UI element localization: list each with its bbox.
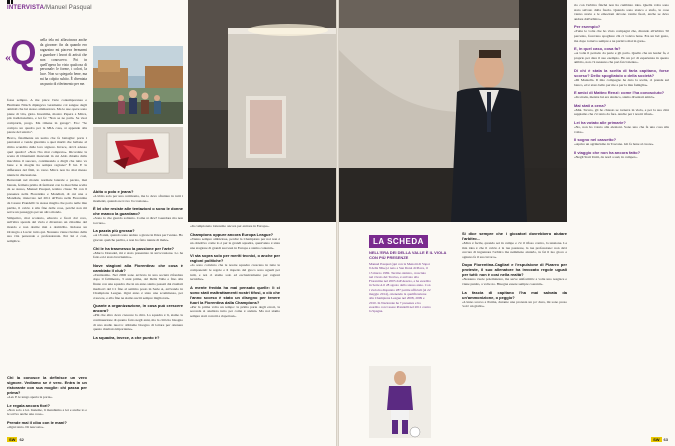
right-column-last	[574, 3, 669, 438]
paragraph: fosse sempre. A me piace l'arte contemporanea e Hermann Nitsch dipingeva veramente col sangue degli animali che lui stesso ammazzava. Ma le sue opere sono piene di vita, gioia. Insomma, mostro Papera a Mirca, più tradizionalista, e lei fa: "Non se ne parla. Se vuoi comprarla, prego. Ma rimane in garage". Ero: "Se compro un quadro per la MIA casa, si appende alla parete del salotto".	[7, 98, 87, 135]
gallery-interior-illustration	[188, 0, 336, 222]
section-label: INTERVISTA	[7, 5, 45, 11]
left-folio	[7, 437, 24, 442]
ponte-vecchio-photo	[93, 46, 183, 124]
artwork-illustration	[93, 127, 183, 179]
question: Abito o polo e jeans?	[93, 189, 134, 194]
answer: «Lei. E le tengo aperta la porta».	[7, 395, 53, 399]
answer: «Per la prima volta un tempo: la prima parte degli errori, la seconda si analizza tutto per come è andata. Ma noi siamo sempre stati corretti e rispettosi».	[190, 304, 280, 318]
question: A mente fredda ha mai pensato quelle: lì ci sono stati maltrattamenti nostri tifosi, o ciò che l'anno scorso è stato un disegno per tenere fuori la Fiorentina dalla Champions?	[190, 284, 280, 305]
scheda-subtitle: NELL'ERA DEI DELLA VALLE È IL VIOLA CON PIÙ PRESENZE	[369, 250, 447, 260]
paragraph: Bravo, finalmente un uomo che fa battaglia: porta i pantaloni e vende giustizia a quei mariti che ballano al ritmo scandito dalle loro signore. Invece, dov'è adesso quel quadro? «Non l'ho mai comprato». Ricordate la scena di Ornamenti mancanti in cui Aldo chiama dalla macchina il suocero, continuando a dirgli che tutto va bene e la moglie ha sempre ragione? È lui. E la differenza del film, io verso Mirca non ho mai messo niente in discussione.	[7, 135, 87, 177]
answer: «Non solo a lei. Insieme, li mandiamo a lei e anche io e le scrivo anche una cosa».	[7, 407, 87, 417]
answer: «Negli Stati Uniti, da nord a sud, in camper».	[574, 154, 638, 159]
interview-subject: Manuel Pasqual	[46, 5, 92, 11]
right-column-mid	[462, 228, 567, 438]
open-quote-mark: «	[5, 50, 11, 64]
player-kit-photo	[369, 366, 431, 438]
question: Dopo Fiorentina-Cagliari e l'espulsione di Pizarro per proteste, il suo allenatore ha invocato regole uguali per tutti: non è così nella realtà?	[462, 262, 567, 278]
column-2-qa	[93, 186, 183, 438]
page-number: 62	[19, 437, 24, 442]
magazine-badge: SW	[653, 437, 660, 442]
question: Chi la conosce la definisce un vero signore. Vediamo se è vero. Entra in un ristorante con sua moglie: chi passa per prima?	[7, 375, 87, 395]
question: E, in quel caso, cosa fa?	[574, 46, 621, 52]
scheda-heading: LA SCHEDA	[369, 235, 428, 248]
question: E amici di Matteo Renzi: come l'ha conosciuto?	[574, 90, 665, 96]
question: Nove stagioni alla Fiorentina: che cosa è cambiato il club?	[93, 262, 183, 273]
question: La squadra, invece, a che punto è?	[93, 334, 160, 340]
column-1-qa	[7, 372, 87, 438]
answer: «Più che altro deve crescere la città. La squadra è lì, siamo la continuazione di quanto fatto negli anni, ma la città ha bisogno di uno stadio nuovo: abbiamo bisogno di lottare per ottenere questo risultato importante».	[93, 313, 183, 332]
answer: «L'abito solo per una cerimonia, ma lo devo sfruttare in tutti i momenti, quando ne trovo l'occasione».	[93, 194, 183, 203]
magazine-logo-mark	[7, 0, 16, 4]
question: È lei che resiste alle tentazioni o sono le donne che manco la guardano?	[93, 206, 183, 217]
question: Di chi è stata la scelta di farla capitano, forse scorso? Dello spogliatoio o della società?	[574, 67, 669, 78]
question: La fascia di capitano l'ha mai salvata da un'ammonizione, o peggio?	[462, 289, 567, 300]
answer: «Ogni tanto. Di nascosto».	[7, 424, 45, 429]
question: Chi le ha trasmesso la passione per l'arte?	[93, 245, 174, 251]
question: La pazzia più grossa?	[93, 228, 135, 234]
answer: «Tantissimo. Nel 2006 sono arrivato in una società rifondata dopo il fallimento, 3 anni prima, dal Della Valle e fino alla finale con una squadra che in un anno siamo passati dai risultati mediocri del C1 fino al settimo posto in Serie A, arrivando in Champions League. Ogni anno è stato una scommessa, per crescere, e alla fine ne siamo usciti sempre migliorati».	[93, 272, 183, 300]
player-portrait-illustration	[339, 0, 567, 222]
page-number: 63	[663, 437, 668, 442]
question: Prende mai il cibo con le mani?	[7, 419, 67, 425]
answer: «Vanno sempre ambiziose, perché la Champions per noi non è un obiettivo come lo è per le grandi squadre, quest'anno è stata una stagione di grandi successi in Europa e siamo contenti».	[190, 236, 280, 250]
question: Champions oppure ancora Europa League?	[190, 231, 274, 237]
photo-illustration	[93, 46, 183, 124]
answer: «A volte il periodo da parte e gli parlo. Quello che un leader fa, è proprio per dare il suo esempio. Ho un po' di esperienza in questo ambito, non c'è nessuno che può farci niente».	[574, 51, 669, 65]
answer: «No, non ho votato alle elezioni. Sono uno che fa una cosa alla volta».	[574, 124, 669, 134]
question: Per esempio?	[574, 24, 601, 30]
question: Si dice sempre che i giocatori dovrebbero aiutare l'arbitro...	[462, 231, 567, 241]
drop-cap: Q	[10, 34, 37, 72]
answer: «Aprire un agriturismo in Toscana. Gli fa bene al cuore».	[574, 142, 655, 147]
question: Il viaggio che non ha ancora fatto?	[574, 149, 641, 155]
question: Il sogno nel cassetto?	[574, 137, 617, 143]
answer: «In campionato lotteremo ancora per entrare in Europa».	[190, 224, 270, 228]
paragraph: Simpatico, mai scontato, educato e fuori dal coro, sull'altra sponda del viola è diventato un cittadino del mondo e non dorme mai a domicilio. Indossa un Orologio a Lucia: tutto qui. Nessuno viene rivelato della sua vita personale e professionale. Per lui è così, semplice.	[7, 215, 87, 243]
answer: «Mica è facile, quando sei in campo e c'è il tifoso contro, la tensione. La mia idea è che il calcio è la tua passione, la tua professione: non devi cercare di ingannare l'arbitro ma nemmeno aiutarlo, tu fai il tuo gioco e ognuno fa il suo lavoro».	[462, 241, 567, 259]
right-page	[339, 0, 675, 446]
answer: «Marco Donadel, mi è stato presentato in un'occasione. Lo ha fatto ed è stato bravissimo».	[93, 250, 183, 260]
column-1-text	[7, 98, 87, 368]
scheda-text: Manuel Pasqual (qui con la Menotti di Vapor 9 della Nike) è nato a San Donà di Piave, il 13 marzo 1982. Terzino sinistro, cresciuto nel vivaio del Treviso, è arrivato alla Fiorentina nel 2005 dall'Arezzo, e ha esordito in Serie A il 28 agosto dello stesso anno. Con i viola ha disputato 287 partite ufficiali (al 22 maggio 2014), ottenendo la qualificazione alla Champions League nel 2008, 2009 e 2010. In Nazionale ha 7 presenze e ha esordito con Cesare Prandelli nel 2011 contro la Spagna.	[369, 262, 431, 314]
nitsch-artwork-photo	[93, 127, 183, 179]
answer: «Tutte le volte che ho visto compagni che, dicendo all'arbitro 50 percento, facevano spogliare chi ci voleva bene. Era un bel gesto, ma dopo tornavo sempre e ne parlavo mai in gara».	[574, 29, 669, 43]
answer: «Nessuno vuole polemizzare, ma serve uniformità: a volte uno reagisce e viene punito, a volte no. Bisogna essere sempre coerenti».	[462, 277, 567, 286]
paragraph: Benvenuti nel mondo normale laterale e pacato, mai banale, fermata prima di fermarsi con la macchina scelta da se stesso, Manuel Pasqual, terzino classe '82 con 6 presenze nella Fiorentina e Mondiali, di cui una a Mondiale, rinnovato nel 2011 all'Euro nella Fiorentina da Cesare Prandelli: la stessa maglia che porto nelle mie partite, il calcio è alla fine delle cose, perché non mi serve un passaggio per un altro mondo.	[7, 178, 87, 215]
answer: «Sono io che guardo soltanto. Come si dice? Guardare ma non toccare».	[93, 216, 183, 225]
player-kit-illustration	[369, 366, 431, 438]
question: Quante a organizzazione, in cosa può crescere ancora?	[93, 303, 183, 314]
lead-paragraph	[40, 38, 87, 98]
answer: «Io sono convinto che le nostre squadre crescano in tutte le componenti: le regole e il rispetto del gioco sono uguali per tutti, e noi ci siamo solo ed esclusivamente per ragioni tecniche».	[190, 263, 280, 282]
question: Mai stati a cena?	[574, 102, 607, 108]
answer: «L'anno scorso a Parma, durante una protesta un po' dura, mi sono preso 'solo' un giallo».	[462, 299, 567, 309]
right-folio	[651, 437, 668, 442]
answer: «In strada, mentre lui era sindaco, siamo diventati amici».	[574, 95, 656, 100]
answer: «Mai. Sicuro, gli ho chiesto se tornava in viola, e per la sua città sappiamo che c'è tanto da fare. Anche per i nostri tifosi».	[574, 107, 669, 117]
hero-photo-left	[188, 0, 336, 222]
answer: rio con l'arbitro finché non ha cambiato idea. Quella volta sono stato salvato dalla fascia. Quando sono stanco e stufo, le cose vanno storte e le emozioni devono venire fuori, anche se devo andare dall'arbitro».	[574, 3, 669, 21]
question: Vi sta sopra solo per meriti tecnici, o anche per ragioni politiche?	[190, 253, 280, 264]
question: Le regala ancora fiori?	[7, 402, 50, 408]
answer: «A 18 anni, quando sono andato a girare in Ibiza per l'estate. Ho giocato qualche partita, e non ho fatto niente di male».	[93, 233, 183, 242]
lead-text: uella tela mi affascinava anche da giovane: fin da quando ero ragazzino mi piaceva fermarmi a guardare i lavori di artisti che non conoscevo. Poi in quell'opera ho visto qualcosa di personale: le forme, i colori, la luce. Non so spiegarlo bene, ma mi ha colpito subito. È diventata un punto di riferimento per me.	[40, 38, 87, 87]
column-3-qa	[190, 224, 280, 438]
answer: «Di Montella. Il mio compagno ha dato la scelta, ci prende sul banco, ed è stato bello per me e per la mia famiglia».	[574, 77, 669, 87]
question: Lei ha votato alle primarie?	[574, 119, 626, 125]
magazine-badge: SW	[9, 437, 16, 442]
left-page	[0, 0, 336, 446]
section-kicker: INTERVISTA/Manuel Pasqual	[7, 5, 92, 11]
hero-photo-right	[339, 0, 567, 222]
